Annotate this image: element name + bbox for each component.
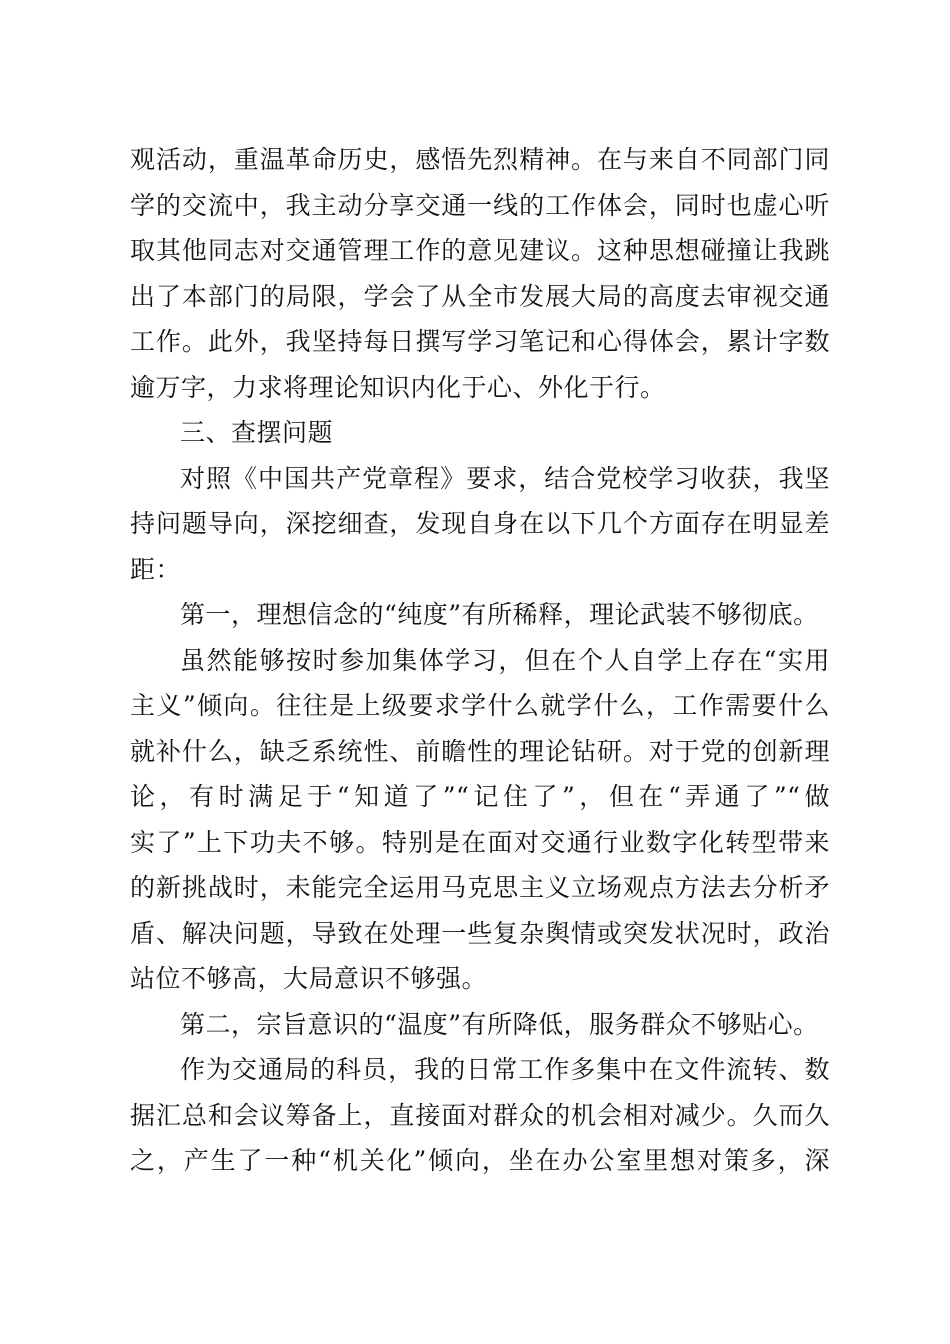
text-line: 持问题导向，深挖细查，发现自身在以下几个方面存在明显差 [130,509,830,538]
text-line: 盾、解决问题，导致在处理一些复杂舆情或突发状况时，政治 [130,918,830,948]
document-body [130,137,830,1184]
text-line: 逾万字，力求将理论知识内化于心、外化于行。 [130,372,666,402]
subheading-second: 第二，宗旨意识的“温度”有所降低，服务群众不够贴心。 [180,1009,819,1039]
text-line: 实了”上下功夫不够。特别是在面对交通行业数字化转型带来 [130,827,830,857]
text-line: 距： [130,554,182,584]
text-line: 出了本部门的局限，学会了从全市发展大局的高度去审视交通 [130,281,830,311]
text-line: 主义”倾向。往往是上级要求学什么就学什么，工作需要什么 [130,691,830,720]
paragraph-first-line: 对照《中国共产党章程》要求，结合党校学习收获，我坚 [180,463,830,493]
subheading-first: 第一，理想信念的“纯度”有所稀释，理论武装不够彻底。 [180,600,819,629]
text-line: 据汇总和会议筹备上，直接面对群众的机会相对减少。久而久 [130,1100,830,1130]
text-line: 论，有时满足于“知道了”“记住了”，但在“弄通了”“做 [130,782,830,811]
text-line: 之，产生了一种“机关化”倾向，坐在办公室里想对策多，深 [130,1146,830,1175]
paragraph-first-line: 作为交通局的科员，我的日常工作多集中在文件流转、数 [180,1055,830,1084]
text-line: 站位不够高，大局意识不够强。 [130,964,488,993]
section-heading: 三、查摆问题 [180,418,334,447]
text-line: 学的交流中，我主动分享交通一线的工作体会，同时也虚心听 [130,190,830,220]
text-line: 取其他同志对交通管理工作的意见建议。这种思想碰撞让我跳 [130,236,830,265]
text-line: 就补什么，缺乏系统性、前瞻性的理论钻研。对于党的创新理 [130,736,830,766]
text-line: 观活动，重温革命历史，感悟先烈精神。在与来自不同部门同 [130,145,830,174]
text-line: 的新挑战时，未能完全运用马克思主义立场观点方法去分析矛 [130,873,830,902]
paragraph-first-line: 虽然能够按时参加集体学习，但在个人自学上存在“实用 [180,645,830,675]
text-line: 工作。此外，我坚持每日撰写学习笔记和心得体会，累计字数 [130,327,830,356]
